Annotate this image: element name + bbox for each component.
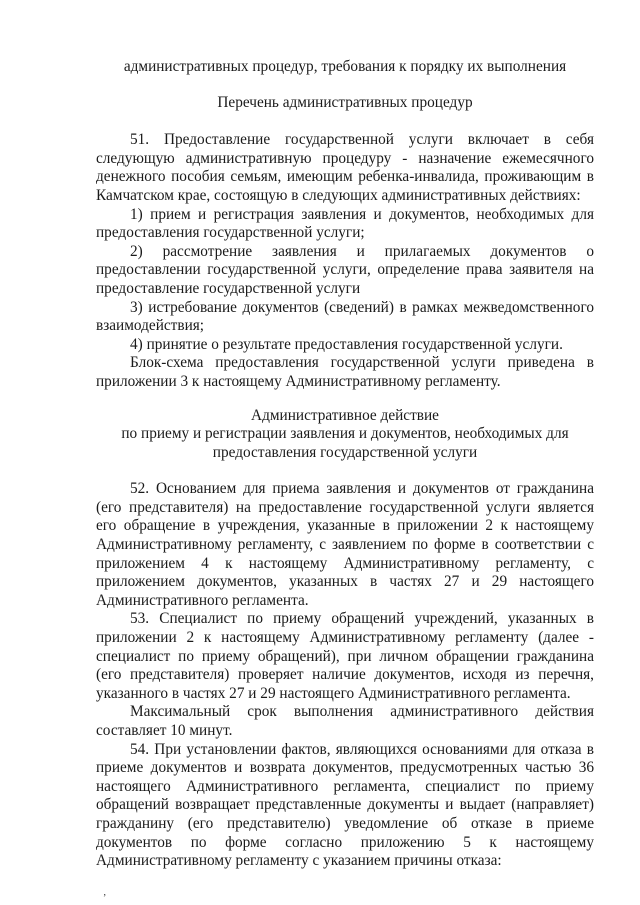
- list-item-2: 2) рассмотрение заявления и прилагаемых документов о предоставлении государственной услуги, определение права заявителя на предоставление государственной услуги: [96, 242, 594, 297]
- action-heading-line-1: Административное действие: [251, 406, 439, 424]
- max-time-paragraph: Максимальный срок выполнения административного действия составляет 10 минут.: [96, 703, 594, 739]
- paragraph-53: 53. Специалист по приему обращений учреждений, указанных в приложении 2 к настоящему Административному регламенту (далее - специалист по приему обращений), при личном обращении гражданина (его представителя) проверяет наличие документов, исходя из перечня, указанного в частях 27 и 29 настоящего Административного регламента.: [96, 610, 594, 702]
- action-heading-line-2: по приему и регистрации заявления и документов, необходимых для: [121, 425, 569, 443]
- action-heading-line-3: предоставления государственной услуги: [212, 443, 478, 461]
- document-page: [96, 58, 594, 871]
- paragraph-51: 51. Предоставление государственной услуги включает в себя следующую административную процедуру - назначение ежемесячного денежного пособия семьям, имеющим ребенка-инвалида, проживающим в Камчатском крае, состоящую в следующих административных действиях:: [96, 131, 594, 204]
- procedures-list-heading: Перечень административных процедур: [217, 93, 473, 111]
- paragraph-52: 52. Основанием для приема заявления и документов от гражданина (его представителя) на предоставление государственной услуги является его обращение в учреждения, указанные в приложении 2 к настоящему Административному регламенту, с заявлением по форме в соответствии с приложением 4 к настоящему Административному регламенту, с приложением документов, указанных в частях 27 и 29 настоящего Административного регламента.: [96, 480, 594, 609]
- paragraph-54: 54. При установлении фактов, являющихся основаниями для отказа в приеме документов и возврата документов, предусмотренных частью 36 настоящего Административного регламента, специалист по приему обращений возвращает представленные документы и выдает (направляет) гражданину (его представителю) уведомление об отказе в приеме документов по форме согласно приложению 5 к настоящему Административному регламенту с указанием причины отказа:: [96, 740, 594, 870]
- action-heading: [96, 407, 594, 463]
- page-mark: ‚: [103, 887, 107, 898]
- flowchart-note: Блок-схема предоставления государственной услуги приведена в приложении 3 к настоящему Административному регламенту.: [96, 354, 594, 390]
- section-heading-top: административных процедур, требования к порядку их выполнения: [123, 58, 567, 75]
- list-item-1: 1) прием и регистрация заявления и документов, необходимых для предоставления государственной услуги;: [96, 205, 594, 242]
- list-item-3: 3) истребование документов (сведений) в рамках межведомственного взаимодействия;: [96, 298, 594, 335]
- section-gap: [96, 392, 594, 407]
- list-item-4: 4) принятие о результате предоставления государственной услуги.: [130, 335, 563, 353]
